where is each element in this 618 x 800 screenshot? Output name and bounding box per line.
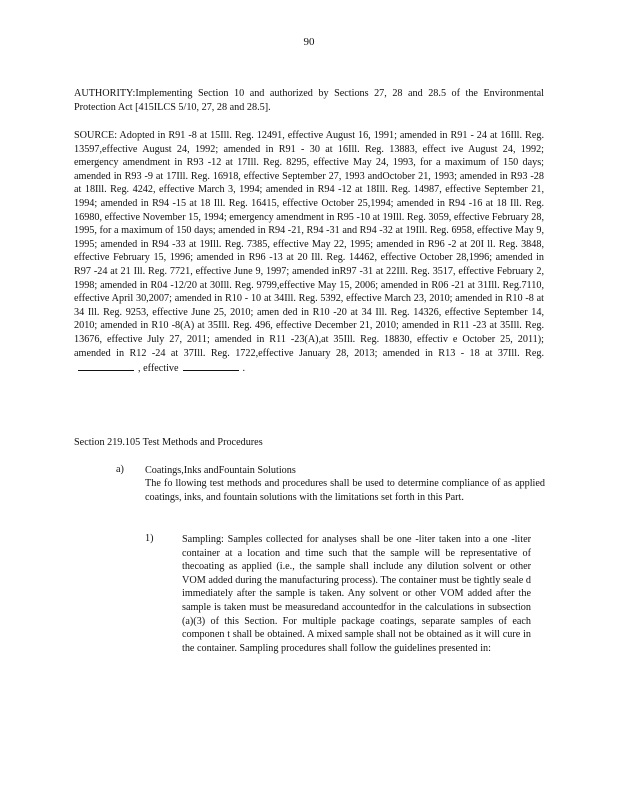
section-heading: Section 219.105 Test Methods and Procedures — [74, 437, 263, 448]
source-paragraph: SOURCE: Adopted in R91 -8 at 15Ill. Reg. 12491, effective August 16, 1991; amended in R91 - 24 at 16Ill. Reg. 13597,effective August 24, 1992; amended in R91 - 30 at 16Ill. Reg. 13883, effect ive August 24, 1992; emergency amendment in R93 -12 at 17Ill. Reg. 8295, effective May 24, 1993, for a maximum of 150 days; amended in R93 -9 at 17Ill. Reg. 16918, effective September 27, 1993 andOctober 21, 1993; amended in R93 -28 at 18Ill. Reg. 4242, effective March 3, 1994; amended in R94 -12 at 18Ill. Reg. 14987, effective September 21, 1994; amended in R94 -15 at 18 Ill. Reg. 16415, effective October 25,1994; amended in R94 -16 at 18 Ill. Reg. 16980, effective November 15, 1994; emergency amendment in R95 -10 at 19Ill. Reg. 3059, effective February 28, 1995, for a maximum of 150 days; amended in R94 -21, R94 -31 and R94 -32 at 19Ill. Reg. 6958, effective May 9, 1995; amended in R94 -33 at 19Ill. Reg. 7385, effective May 22, 1995; amended in R96 -2 at 20I ll. Reg. 3848, effective February 15, 1996; amended in R96 -13 at 20 Ill. Reg. 14462, effective October 28,1996; amended in R97 -24 at 21 Ill. Reg. 7721, effective June 9, 1997; amended inR97 -31 at 22Ill. Reg. 3517, effective February 2, 1998; amended in R04 -12/20 at 30Ill. Reg. 9799,effective May 15, 2006; amended in R06 -21 at 31Ill. Reg.7110, effective April 30,2007; amended in R10 - 10 at 34Ill. Reg. 5392, effective March 23, 2010; amended in R10 -8 at 34 Ill. Reg. 9253, effective June 25, 2010; amen ded in R10 -20 at 34 Ill. Reg. 14326, effective September 14, 2010; amended in R10 -8(A) at 35Ill. Reg. 496, effective December 21, 2010; amended in R11 -23 at 35Ill. Reg. 13676, effective July 27, 2011; amended in R11 -23(A),at 35Ill. Reg. 18830, effectiv e October 25, 2011); amended in R12 -24 at 37Ill. Reg. 1722,effective January 28, 2013; amended in R13 - 18 at 37Ill. Reg., effective . — [74, 130, 544, 375]
subsection-a-text: The fo llowing test methods and procedures shall be used to determine compliance of as applied coatings, inks, and fountain solutions with the limitations set forth in this Part. — [145, 478, 545, 503]
blank-line-date — [183, 360, 239, 371]
subsection-a-title: Coatings,Inks andFountain Solutions — [145, 465, 296, 476]
authority-paragraph: AUTHORITY:Implementing Section 10 and authorized by Sections 27, 28 and 28.5 of the Environmental Protection Act [415ILCS 5/10, 27, 28 and 28.5]. — [74, 88, 544, 113]
subsection-1-text: Sampling: Samples collected for analyses shall be one -liter taken into a one -liter container at a location and time such that the sample will be representative of thecoating as applied (i.e., the sample shall include any dilution solvent or other VOM added during the manufacturing process). The container must be tightly seale d immediately after the sample is taken. Any solvent or other VOM added after the sample is taken must be measuredand accountedfor in the calculations in subsection (a)(3) of this Section. For multiple package coatings, separate samples of each componen t shall be obtained. A mixed sample shall not be obtained as it will cure in the container. Sampling procedures shall follow the guidelines presented in: — [182, 534, 531, 654]
subsection-1-label: 1) — [145, 533, 154, 544]
page-number: 90 — [303, 36, 315, 48]
source-tail-word: effective — [143, 363, 179, 375]
source-end-punct: . — [242, 363, 246, 375]
source-text: SOURCE: Adopted in R91 -8 at 15Ill. Reg. 12491, effective August 16, 1991; amended in R91 - 24 at 16Ill. Reg. 13597,effective August 24, 1992; amended in R91 - 30 at 16Ill. Reg. 13883, effect ive August 24, 1992; emergency amendment in R93 -12 at 17Ill. Reg. 8295, effective May 24, 1993, for a maximum of 150 days; amended in R93 -9 at 17Ill. Reg. 16918, effective September 27, 1993 andOctober 21, 1993; amended in R93 -28 at 18Ill. Reg. 4242, effective March 3, 1994; amended in R94 -12 at 18Ill. Reg. 14987, effective September 21, 1994; amended in R94 -15 at 18 Ill. Reg. 16415, effective October 25,1994; amended in R94 -16 at 18 Ill. Reg. 16980, effective November 15, 1994; emergency amendment in R95 -10 at 19Ill. Reg. 3059, effective February 28, 1995, for a maximum of 150 days; amended in R94 -21, R94 -31 and R94 -32 at 19Ill. Reg. 6958, effective May 9, 1995; amended in R94 -33 at 19Ill. Reg. 7385, effective May 22, 1995; amended in R96 -2 at 20I ll. Reg. 3848, effective February 15, 1996; amended in R96 -13 at 20 Ill. Reg. 14462, effective October 28,1996; amended in R97 -24 at 21 Ill. Reg. 7721, effective June 9, 1997; amended inR97 -31 at 22Ill. Reg. 3517, effective February 2, 1998; amended in R04 -12/20 at 30Ill. Reg. 9799,effective May 15, 2006; amended in R06 -21 at 31Ill. Reg.7110, effective April 30,2007; amended in R10 - 10 at 34Ill. Reg. 5392, effective March 23, 2010; amended in R10 -8 at 34 Ill. Reg. 9253, effective June 25, 2010; amen ded in R10 -20 at 34 Ill. Reg. 14326, effective September 14, 2010; amended in R10 -8(A) at 35Ill. Reg. 496, effective December 21, 2010; amended in R11 -23 at 35Ill. Reg. 13676, effective July 27, 2011; amended in R11 -23(A),at 35Ill. Reg. 18830, effectiv e October 25, 2011); amended in R12 -24 at 37Ill. Reg. 1722,effective January 28, 2013; amended in R13 - 18 at 37Ill. Reg. — [74, 130, 544, 359]
subsection-a-label: a) — [116, 464, 124, 475]
blank-line-reg — [78, 360, 134, 371]
